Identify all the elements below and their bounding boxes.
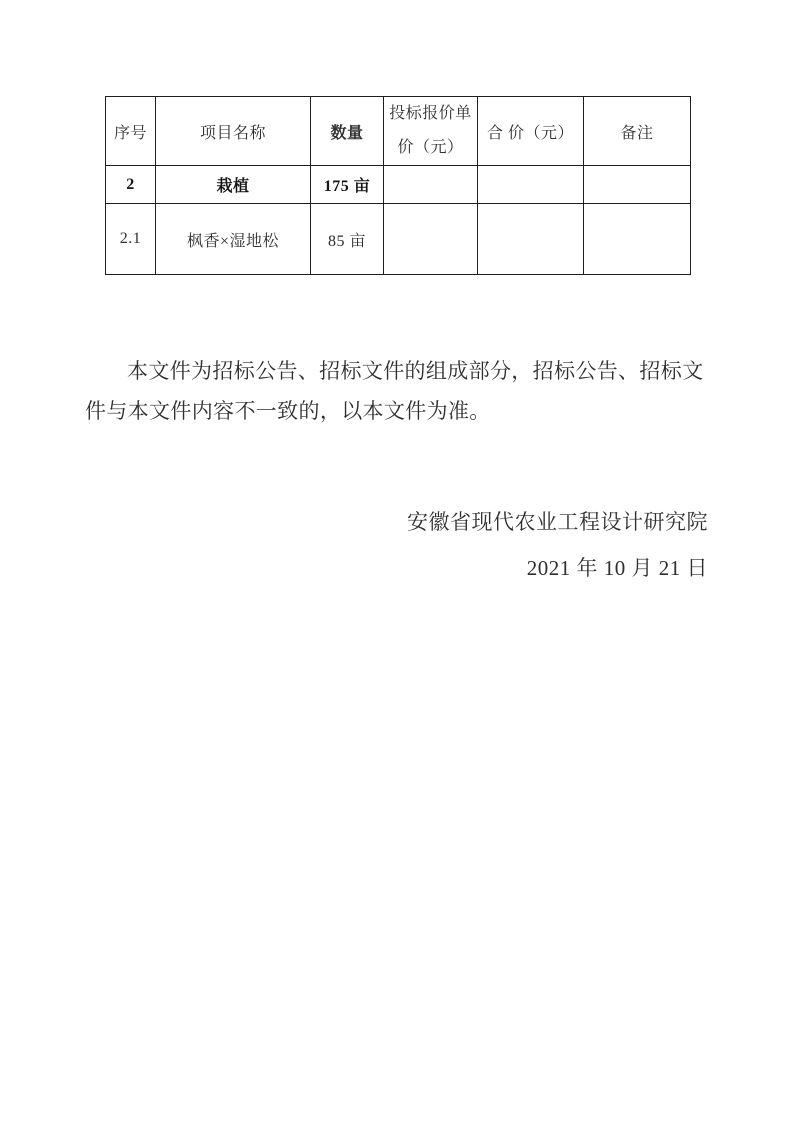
header-cell-seq: 序号 — [106, 97, 156, 166]
header-cell-remark: 备注 — [584, 97, 691, 166]
cell-quantity: 175 亩 — [311, 166, 384, 204]
cell-seq: 2 — [106, 166, 156, 204]
signature-date: 2021 年 10 月 21 日 — [526, 556, 708, 580]
cell-remark — [584, 166, 691, 204]
header-cell-quantity: 数量 — [311, 97, 384, 166]
signature-block — [407, 499, 708, 591]
notice-paragraph-line1: 本文件为招标公告、招标文件的组成部分，招标公告、招标文 — [127, 359, 704, 383]
cell-seq: 2.1 — [106, 204, 156, 275]
cell-unit-price — [384, 204, 478, 275]
cell-total-price — [478, 166, 584, 204]
cell-unit-price — [384, 166, 478, 204]
table-row-section-2 — [106, 166, 691, 204]
cell-project-name: 栽植 — [156, 166, 311, 204]
table-header-row — [106, 97, 691, 166]
cell-quantity: 85 亩 — [311, 204, 384, 275]
table-row-item-2-1 — [106, 204, 691, 275]
header-cell-project-name: 项目名称 — [156, 97, 311, 166]
cell-remark — [584, 204, 691, 275]
cell-project-name: 枫香×湿地松 — [156, 204, 311, 275]
cell-total-price — [478, 204, 584, 275]
bid-price-table — [105, 96, 691, 275]
header-cell-unit-price — [384, 97, 478, 166]
signature-organization: 安徽省现代农业工程设计研究院 — [407, 510, 708, 534]
header-cell-total-price: 合 价（元） — [478, 97, 584, 166]
header-unit-price-line2: 价（元） — [397, 139, 464, 156]
header-unit-price-line1: 投标报价单 — [389, 105, 472, 122]
notice-paragraph — [85, 351, 709, 431]
notice-paragraph-line2: 件与本文件内容不一致的，以本文件为准。 — [85, 399, 491, 423]
